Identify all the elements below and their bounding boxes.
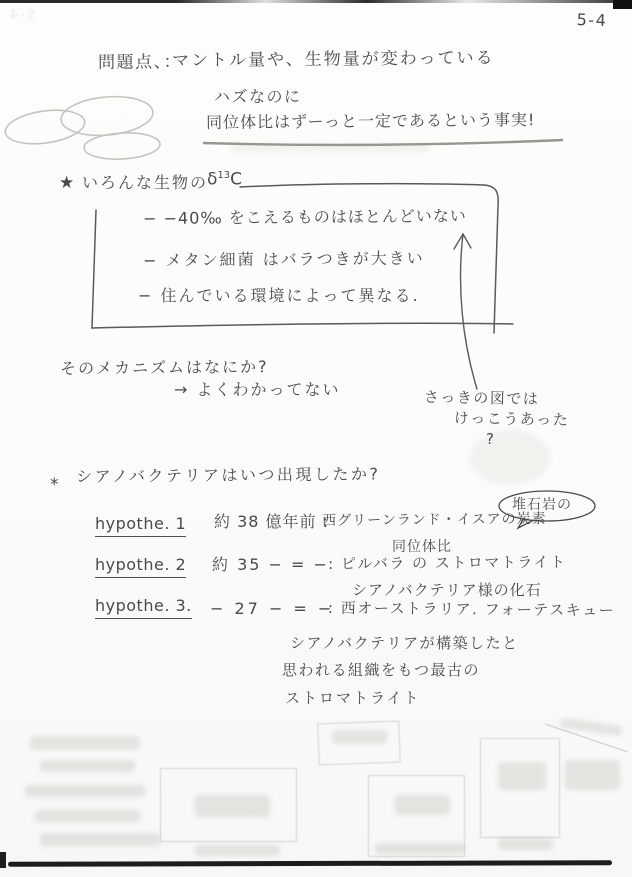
hypothesis2-desc: : ピルバラ の ストロマトライト bbox=[327, 552, 567, 573]
scan-edge-top bbox=[0, 0, 632, 3]
hypothesis2-desc2: シアノバクテリア様の化石 bbox=[352, 581, 542, 599]
side-note-line2: けっこうあった bbox=[453, 409, 570, 430]
bleed-smudge bbox=[40, 760, 135, 772]
problem-line1: マントル量や、生物量が変わっている bbox=[171, 48, 495, 71]
bleed-smudge bbox=[195, 845, 280, 856]
fact-statement: 同位体比はずーっと一定であるという事実! bbox=[205, 110, 536, 132]
hypothesis1-desc2: 同位体比 bbox=[392, 539, 452, 555]
side-note-line1: さっきの図では bbox=[423, 388, 540, 409]
hypothesis3-desc4: ストロマトライト bbox=[285, 689, 421, 707]
doodle-ellipses bbox=[3, 93, 160, 161]
asterisk-icon: * bbox=[50, 475, 60, 495]
bleed-smudge bbox=[565, 760, 620, 790]
bleed-smudge bbox=[498, 762, 546, 790]
bleed-smudge bbox=[375, 843, 465, 854]
note-item: − 住んでいる環境によって異なる. bbox=[138, 286, 420, 305]
bleed-smudge bbox=[230, 143, 430, 152]
page-number: 5-4 bbox=[576, 10, 608, 31]
bleed-smudge bbox=[470, 430, 550, 485]
side-note-question-mark: ? bbox=[486, 430, 496, 448]
bleed-smudge bbox=[25, 785, 145, 797]
note-item: − −40‰ をこえるものはほとんどいない bbox=[142, 206, 467, 228]
hypothesis3-desc3: 思われる組織をもつ最古の bbox=[282, 661, 481, 679]
hypothesis3-desc: : 西オーストラリア. フォーテスキュー bbox=[327, 599, 616, 620]
bleed-smudge bbox=[195, 795, 270, 817]
star-icon: ★ bbox=[59, 173, 76, 193]
hypothesis2-label: hypothe. 2 bbox=[95, 556, 186, 578]
hypothesis2-age: 約 35 − = − bbox=[212, 555, 329, 574]
bleed-smudge bbox=[35, 810, 140, 822]
bleed-smudge bbox=[560, 718, 623, 737]
problem-label: 問題点、： bbox=[97, 52, 183, 73]
bleed-smudge bbox=[395, 795, 450, 815]
bleed-smudge bbox=[40, 833, 160, 846]
delta-superscript: 13 bbox=[217, 170, 231, 181]
hypothesis3-label: hypothe. 3. bbox=[95, 597, 192, 619]
hypothesis3-age: − 27 − = − bbox=[210, 599, 335, 618]
hypothesis3-desc2: シアノバクテリアが構築したと bbox=[290, 634, 519, 652]
bleed-smudge bbox=[332, 730, 387, 744]
scan-corner-chip bbox=[613, 0, 632, 9]
scan-edge-bottom-blob bbox=[0, 852, 6, 868]
section1-title: いろんな生物の bbox=[82, 173, 209, 192]
delta-element: C bbox=[230, 169, 243, 190]
arrow-to-first-item bbox=[454, 234, 477, 389]
balloon-text: 堆石岩の bbox=[512, 497, 572, 513]
mechanism-answer: → よくわかってない bbox=[174, 380, 341, 399]
problem-line2: ハズなのに bbox=[214, 87, 302, 106]
delta13c-notation bbox=[207, 170, 242, 189]
section2-question: シアノバクテリアはいつ出現したか? bbox=[75, 464, 381, 486]
note-item: − メタン細菌 はバラつきが大きい bbox=[142, 248, 425, 270]
bleed-smudge bbox=[498, 838, 553, 850]
hypothesis1-desc: 西グリーンランド・イスアの炭素 bbox=[321, 511, 547, 529]
bleed-page-number: 5-4 bbox=[8, 8, 36, 23]
mechanism-question: そのメカニズムはなにか? bbox=[59, 357, 269, 378]
bleed-smudge bbox=[30, 736, 140, 750]
hypothesis1-age: 約 38 億年前 : bbox=[214, 512, 330, 531]
scan-edge-bottom-line bbox=[8, 860, 612, 867]
delta-symbol: δ bbox=[207, 169, 218, 190]
hypothesis1-label: hypothe. 1 bbox=[95, 515, 186, 537]
